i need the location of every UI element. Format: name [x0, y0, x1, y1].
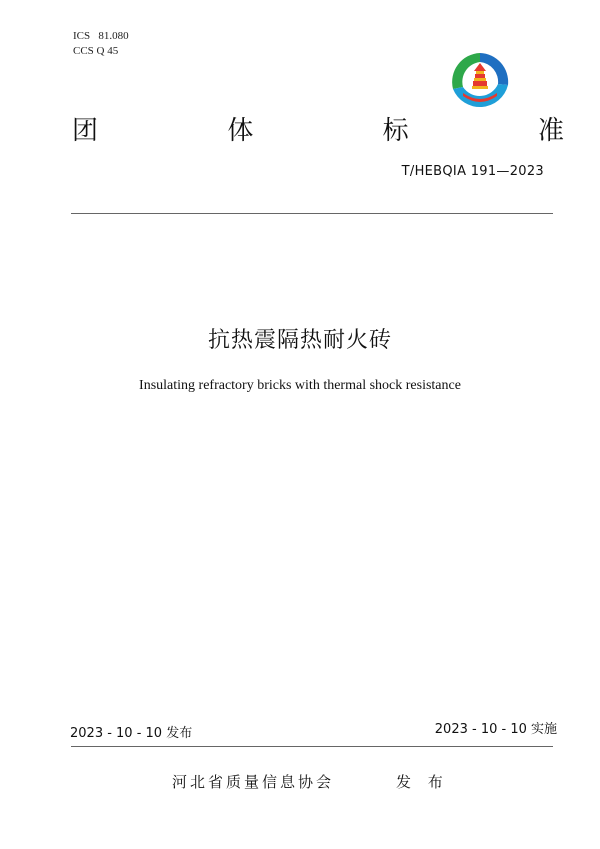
- title-english: Insulating refractory bricks with thermal shock resistance: [139, 378, 461, 393]
- publish-label: 发 布: [396, 773, 449, 791]
- association-logo-icon: [447, 49, 513, 115]
- standard-type-heading: [72, 114, 564, 148]
- classification-codes: [73, 29, 129, 59]
- standard-type-char: 准: [537, 116, 564, 146]
- standard-type-char: 标: [382, 116, 409, 146]
- standard-number: T/HEBQIA 191—2023: [401, 164, 544, 179]
- implementation-date: 2023 - 10 - 10 实施: [434, 722, 557, 737]
- ccs-code: CCS Q 45: [73, 45, 119, 57]
- ics-code: ICS 81.080: [73, 30, 129, 42]
- issue-date: 2023 - 10 - 10 发布: [70, 726, 193, 741]
- publisher-name: 河北省质量信息协会: [172, 773, 335, 791]
- standard-type-char: 体: [227, 116, 254, 146]
- title-chinese: 抗热震隔热耐火砖: [207, 328, 392, 353]
- top-divider: [71, 213, 553, 214]
- standard-type-char: 团: [72, 116, 99, 146]
- bottom-divider: [71, 746, 553, 747]
